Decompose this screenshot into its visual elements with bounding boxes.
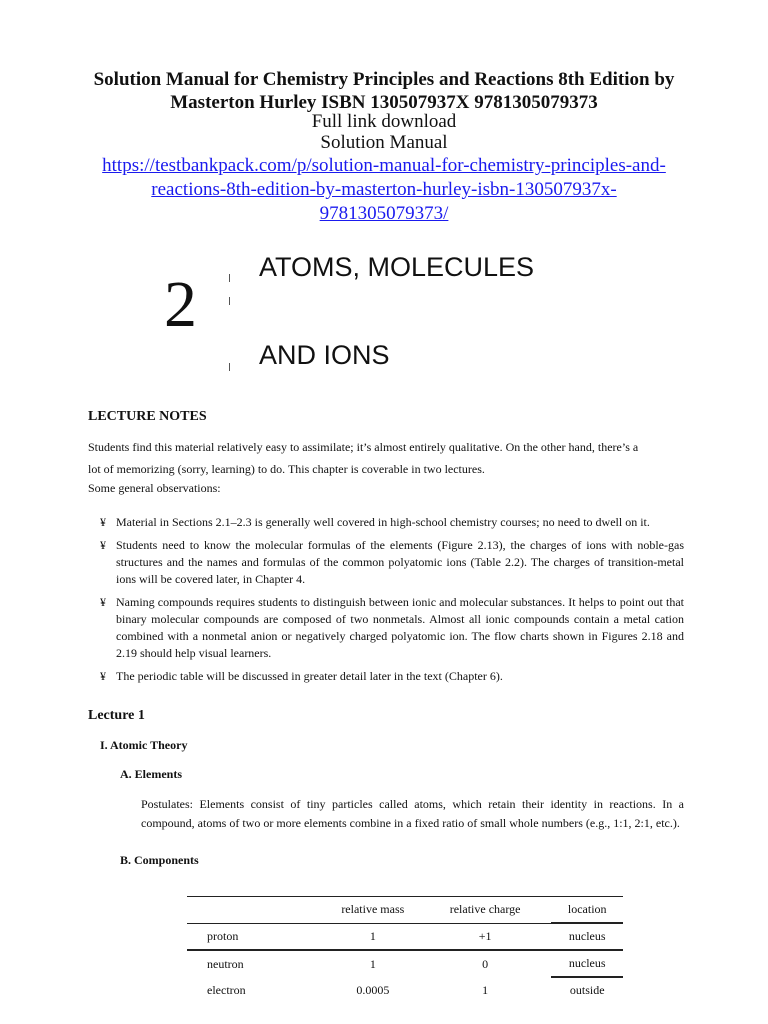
table-cell: 1 [482,982,489,997]
section-components: B. Components [120,853,199,867]
chapter-number: 2 [164,268,197,341]
list-item-text: Students need to know the molecular formulas of the elements (Figure 2.13), the charges of ions with noble-gas structures and the names and formulas of the common polyatomic ions (Table 2.2). The charges of transition-metal ions will be covered later, in Chapter 4. [116,538,684,586]
table-cell: proton [207,928,239,943]
list-item-text: Material in Sections 2.1–2.3 is generally well covered in high-school chemistry courses; no need to dwell on it. [116,515,650,529]
table-cell: 1 [369,956,376,971]
table-row [187,950,623,977]
postulates-paragraph: Postulates: Elements consist of tiny particles called atoms, which retain their identity in reactions. In a compound, atoms of two or more elements combine in a fixed ratio of small whole numbers (e.g., 1:1, 2:1, etc.). [141,797,684,830]
list-item [100,537,684,588]
list-item-text: The periodic table will be discussed in greater detail later in the text (Chapter 6). [116,669,503,683]
download-link-line1[interactable]: https://testbankpack.com/p/solution-manual-for-chemistry-principles-and- [102,155,666,176]
section-atomic-theory: I. Atomic Theory [100,738,188,752]
list-item [100,594,684,662]
table-cell: nucleus [551,950,623,977]
table-row [187,977,623,1003]
bullet-symbol: ¥ [100,595,106,609]
table-header-cell: relative charge [449,902,521,917]
table-header-cell [187,897,327,924]
bullet-symbol: ¥ [100,669,106,683]
table-cell: neutron [207,956,244,971]
intro-paragraph [88,436,688,497]
chapter-divider-tick [229,297,230,305]
chapter-divider-tick [229,274,230,282]
table-cell: electron [207,982,246,997]
download-link[interactable] [0,154,768,226]
chapter-title-line2: AND IONS [259,340,390,370]
table-header-row [187,897,623,924]
chapter-title-line1: ATOMS, MOLECULES [259,252,535,282]
table-cell: 0.0005 [356,982,390,997]
list-item [100,668,684,685]
intro-line3: Some general observations: [88,481,221,495]
components-table [187,896,623,1003]
download-link-line3[interactable]: 9781305079373/ [319,203,449,224]
bullet-symbol: ¥ [100,538,106,552]
doc-title-line2: Masterton Hurley ISBN 130507937X 9781305079373 [170,92,598,113]
table-header-cell: location [551,897,623,924]
intro-line2: lot of memorizing (sorry, learning) to do. This chapter is coverable in two lectures. [88,462,485,476]
bullet-symbol: ¥ [100,515,106,529]
doc-title-line1: Solution Manual for Chemistry Principles and Reactions 8th Edition by [93,69,675,90]
section-elements: A. Elements [120,767,182,781]
intro-line1: Students find this material relatively easy to assimilate; it’s almost entirely qualitative. On the other hand, there’s a [88,440,639,454]
lecture1-heading: Lecture 1 [88,708,145,723]
table-cell: +1 [478,928,492,943]
table-cell: outside [569,983,605,997]
table-row [187,923,623,950]
table-cell: 1 [369,928,376,943]
table-cell: 0 [482,956,489,971]
table-header-cell: relative mass [341,902,405,917]
table-cell: nucleus [551,923,623,950]
full-link-label: Full link download [311,111,457,132]
observations-list [100,514,684,691]
list-item-text: Naming compounds requires students to distinguish between ionic and molecular substances. It helps to point out that binary molecular compounds are composed of two nonmetals. Almost all ionic compounds contain a metal cation combined with a nonmetal anion or negatively charged polyatomic ion. The flow charts shown in Figures 2.18 and 2.19 should help visual learners. [116,595,684,660]
list-item [100,514,684,531]
lecture-notes-heading: LECTURE NOTES [88,409,207,424]
solution-manual-label: Solution Manual [320,132,448,153]
download-link-line2[interactable]: reactions-8th-edition-by-masterton-hurley-isbn-130507937x- [151,179,617,200]
chapter-divider-tick [229,363,230,371]
